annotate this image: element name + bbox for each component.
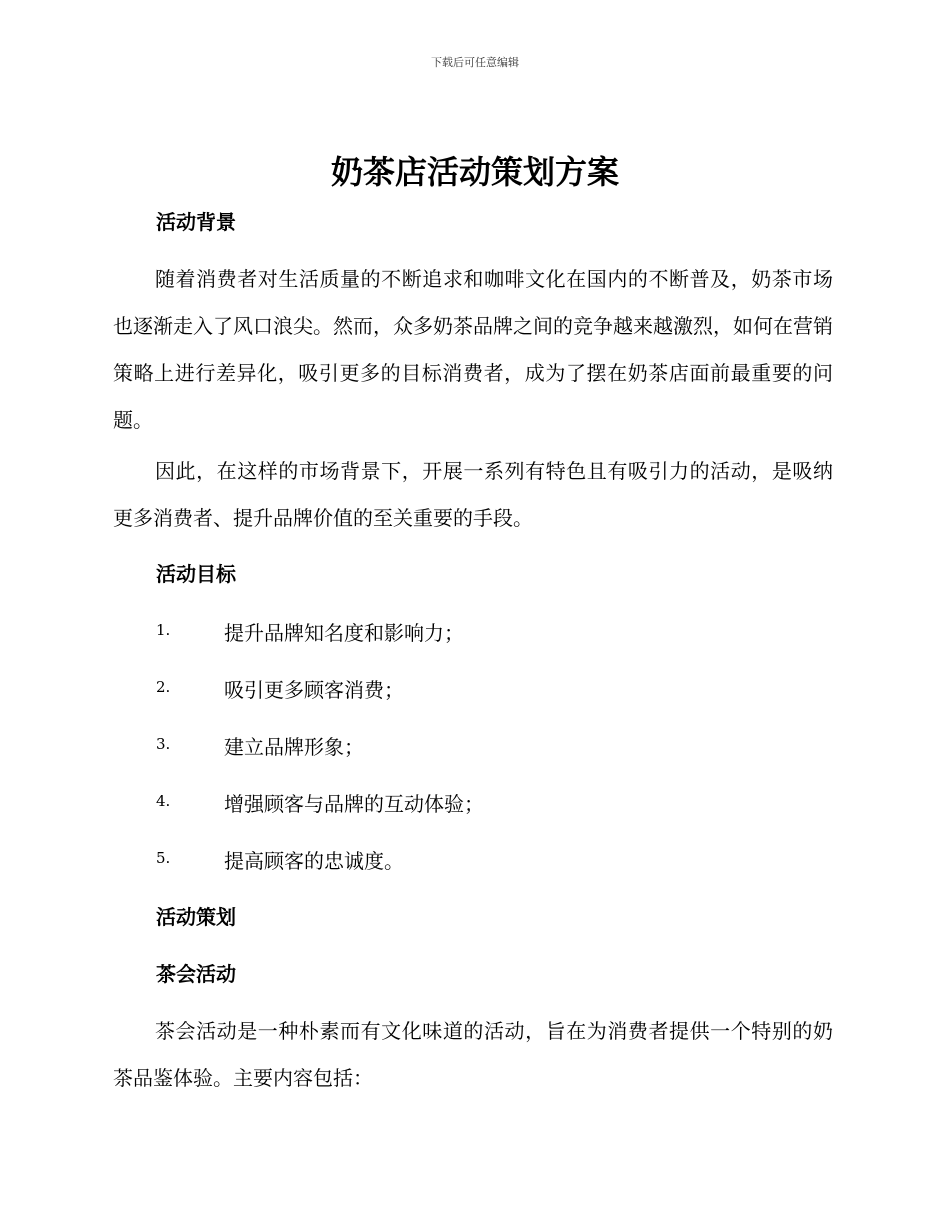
list-item-number: 5.	[156, 849, 171, 867]
list-item-number: 4.	[156, 792, 171, 810]
list-item-text: 建立品牌形象；	[224, 735, 364, 759]
list-item	[156, 788, 836, 818]
section-heading-plan: 活动策划	[156, 905, 236, 929]
list-item	[156, 617, 836, 647]
list-item-text: 提高顾客的忠诚度。	[224, 849, 404, 873]
list-item	[156, 674, 836, 704]
list-item	[156, 845, 836, 875]
list-item-number: 1.	[156, 621, 171, 639]
list-item	[156, 731, 836, 761]
section-heading-background: 活动背景	[156, 210, 236, 234]
list-item-text: 提升品牌知名度和影响力；	[224, 621, 464, 645]
list-item-text: 增强顾客与品牌的互动体验；	[224, 792, 484, 816]
document-title: 奶茶店活动策划方案	[330, 153, 619, 191]
page-header: 下载后可任意编辑	[431, 56, 519, 69]
background-paragraph-2: 因此，在这样的市场背景下，开展一系列有特色且有吸引力的活动，是吸纳更多消费者、提升品牌价值的至关重要的手段。	[113, 459, 833, 530]
section-heading-tea-party: 茶会活动	[156, 962, 236, 986]
list-item-number: 3.	[156, 735, 171, 753]
list-item-number: 2.	[156, 678, 171, 696]
tea-party-paragraph-1: 茶会活动是一种朴素而有文化味道的活动，旨在为消费者提供一个特别的奶茶品鉴体验。主要内容包括：	[113, 1019, 833, 1090]
list-item-text: 吸引更多顾客消费；	[224, 678, 404, 702]
section-heading-goals: 活动目标	[156, 562, 236, 586]
background-paragraph-1: 随着消费者对生活质量的不断追求和咖啡文化在国内的不断普及，奶茶市场也逐渐走入了风口浪尖。然而，众多奶茶品牌之间的竞争越来越激烈，如何在营销策略上进行差异化，吸引更多的目标消费者，成为了摆在奶茶店面前最重要的问题。	[113, 267, 833, 432]
